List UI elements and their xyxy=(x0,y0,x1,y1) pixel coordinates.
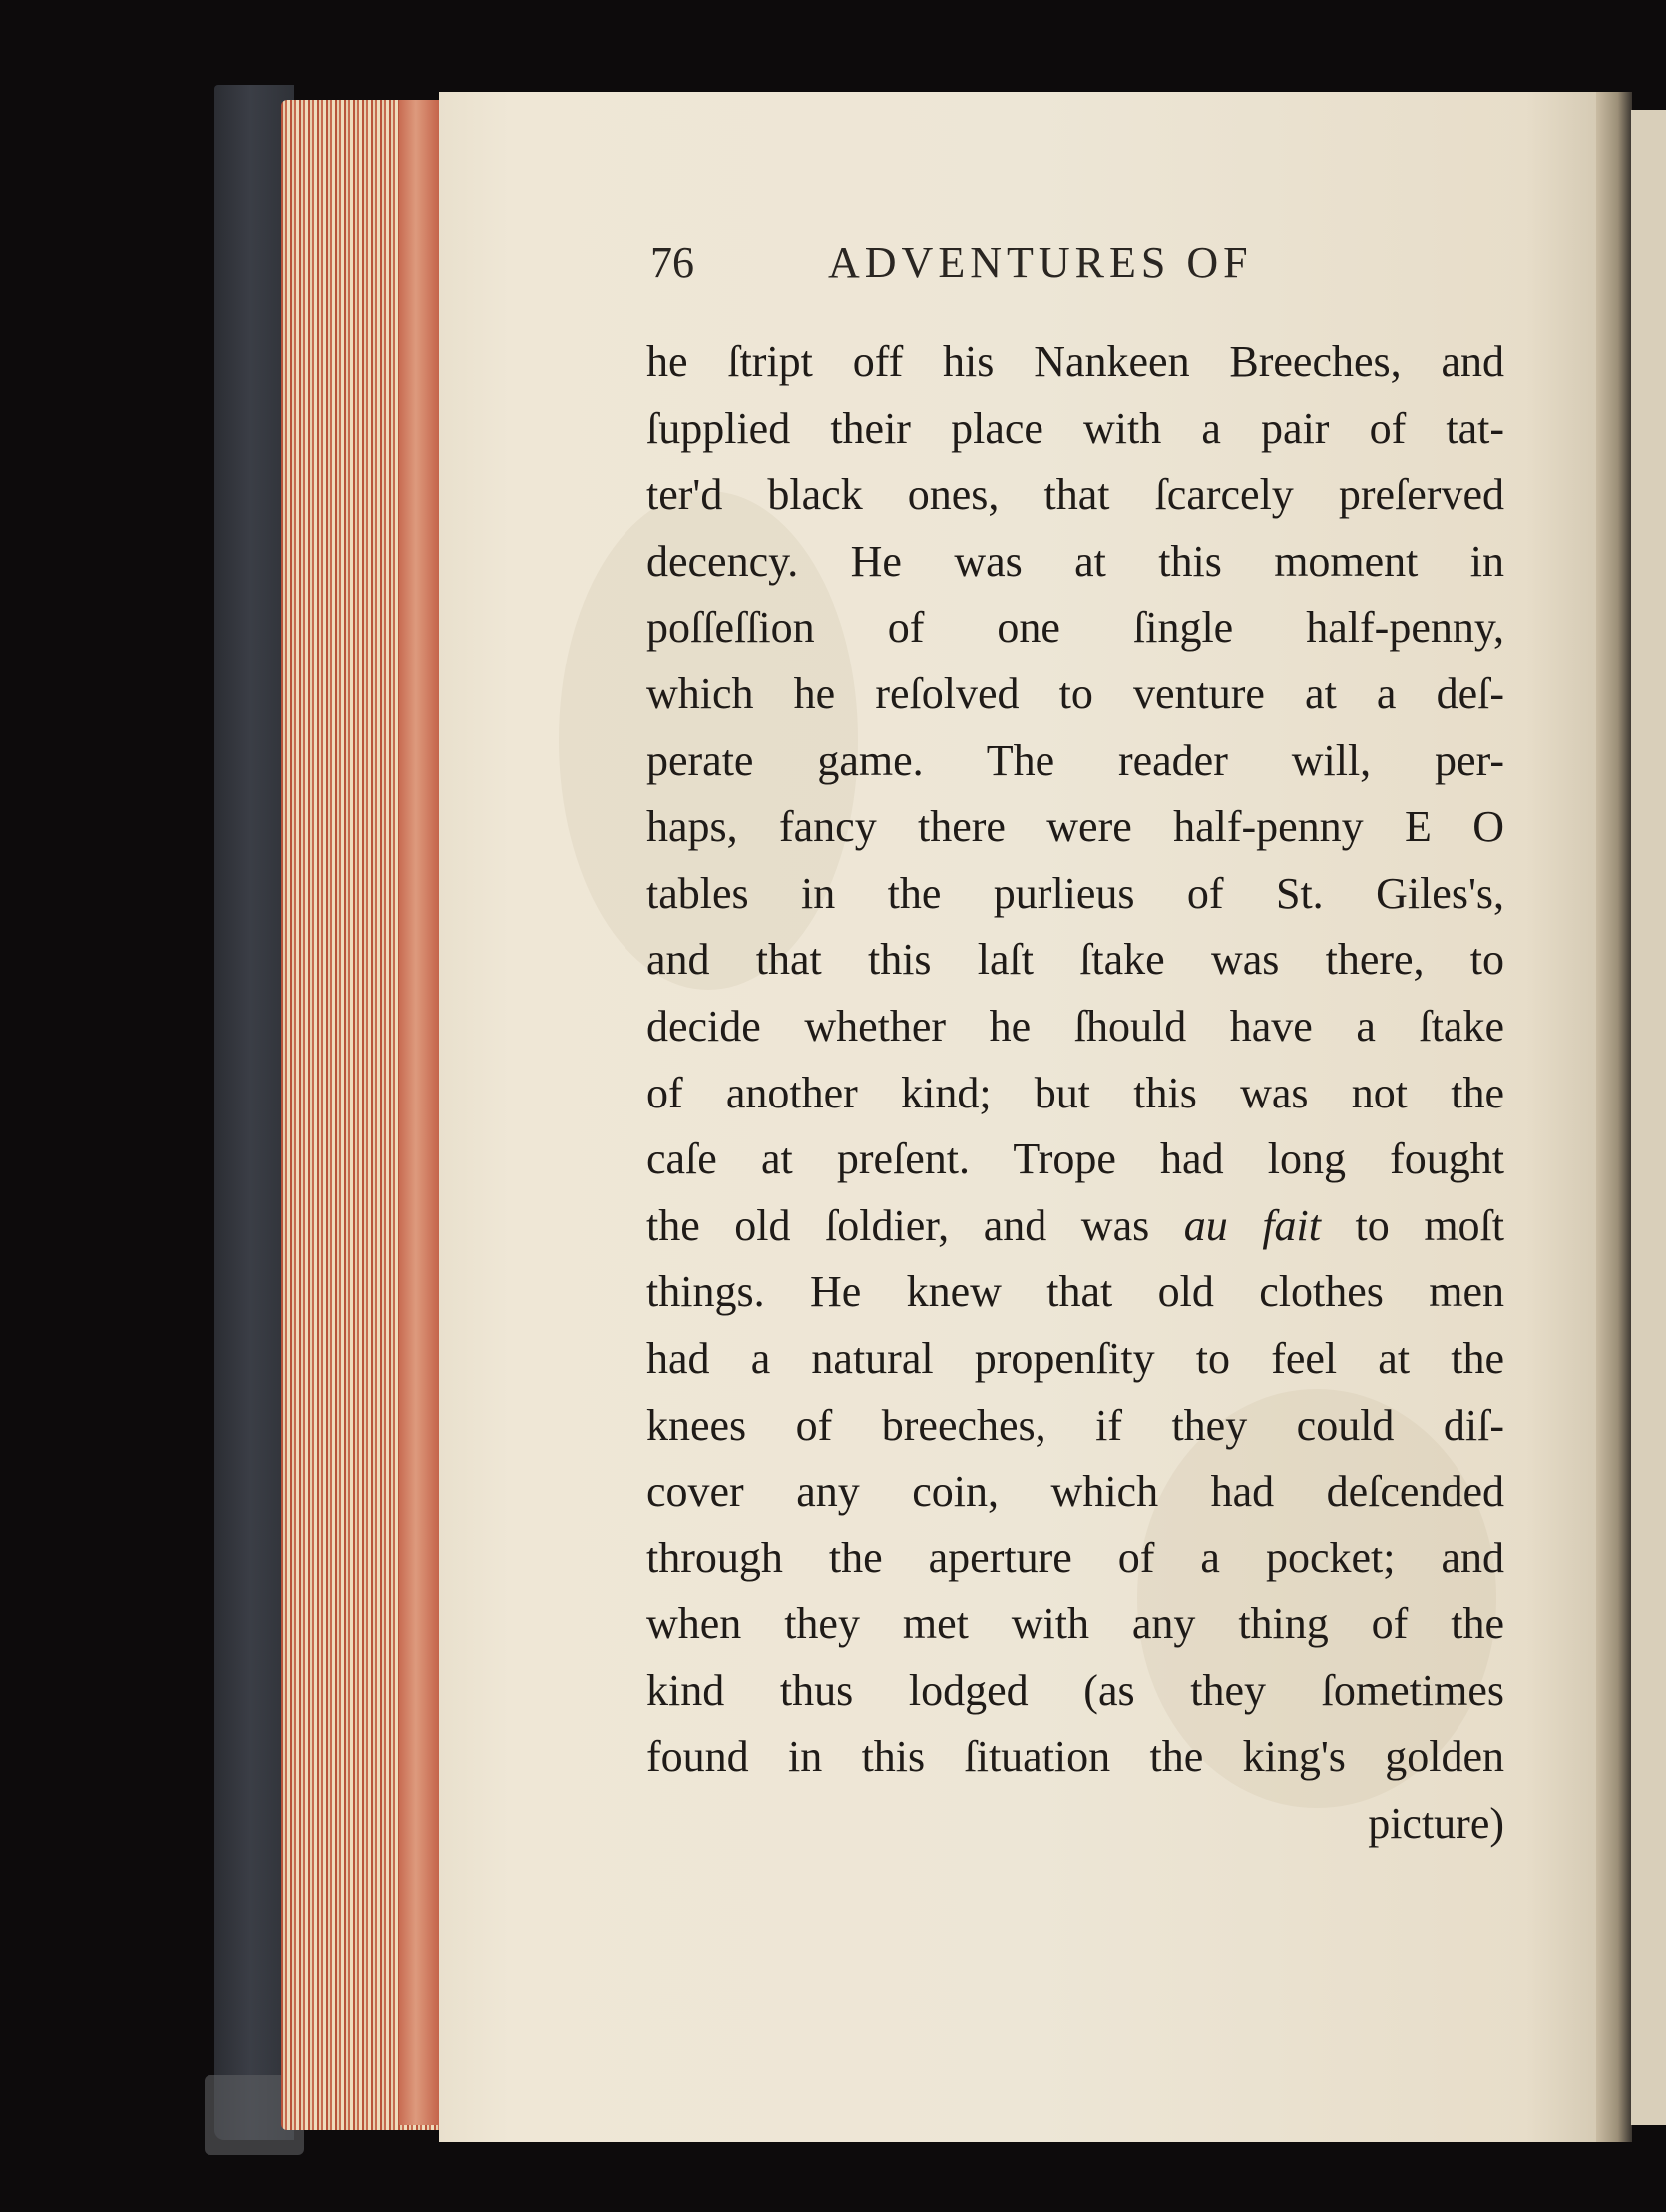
text-line: kind thus lodged (as they ſometimes xyxy=(646,1665,1504,1715)
text-fragment: the old ſoldier, and was xyxy=(646,1200,1150,1250)
text-line: found in this ſituation the king's golden xyxy=(646,1732,1504,1782)
running-head: ADVENTURES OF xyxy=(828,238,1253,287)
text-line: tables in the purlieus of St. Giles's, xyxy=(646,868,1504,918)
catchword: picture) xyxy=(1368,1799,1504,1849)
text-line: cover any coin, which had deſcended xyxy=(646,1467,1504,1517)
text-line: haps, fancy there were half-penny E O xyxy=(646,802,1504,852)
text-line: caſe at preſent. Trope had long fought xyxy=(646,1134,1504,1184)
text-line: and that this laſt ſtake was there, to xyxy=(646,935,1504,985)
text-line: through the aperture of a pocket; and xyxy=(646,1533,1504,1582)
page-number: 76 xyxy=(650,238,694,287)
body-text xyxy=(646,329,1504,1858)
text-line: ter'd black ones, that ſcarcely preſerved xyxy=(646,470,1504,520)
text-line: decide whether he ſhould have a ſtake xyxy=(646,1001,1504,1051)
text-line: which he reſolved to venture at a deſ- xyxy=(646,668,1504,718)
text-line: when they met with any thing of the xyxy=(646,1599,1504,1649)
facing-page-edge xyxy=(1631,110,1666,2125)
text-line: ſupplied their place with a pair of tat- xyxy=(646,403,1504,453)
text-line: of another kind; but this was not the xyxy=(646,1068,1504,1117)
text-line: decency. He was at this moment in xyxy=(646,536,1504,586)
text-line: things. He knew that old clothes men xyxy=(646,1267,1504,1317)
text-line: perate game. The reader will, per- xyxy=(646,735,1504,785)
text-line: had a natural propenſity to feel at the xyxy=(646,1333,1504,1383)
italic-phrase: au fait xyxy=(1183,1200,1321,1250)
page-edge-shadow xyxy=(399,100,441,2125)
text-line: poſſeſſion of one ſingle half-penny, xyxy=(646,603,1504,653)
text-line-with-italic xyxy=(646,1193,1504,1260)
page-header xyxy=(650,237,1349,297)
text-fragment: to moſt xyxy=(1355,1200,1504,1250)
text-line: knees of breeches, if they could diſ- xyxy=(646,1400,1504,1450)
book-gutter xyxy=(1596,92,1632,2142)
text-line: he ſtript off his Nankeen Breeches, and xyxy=(646,337,1504,386)
